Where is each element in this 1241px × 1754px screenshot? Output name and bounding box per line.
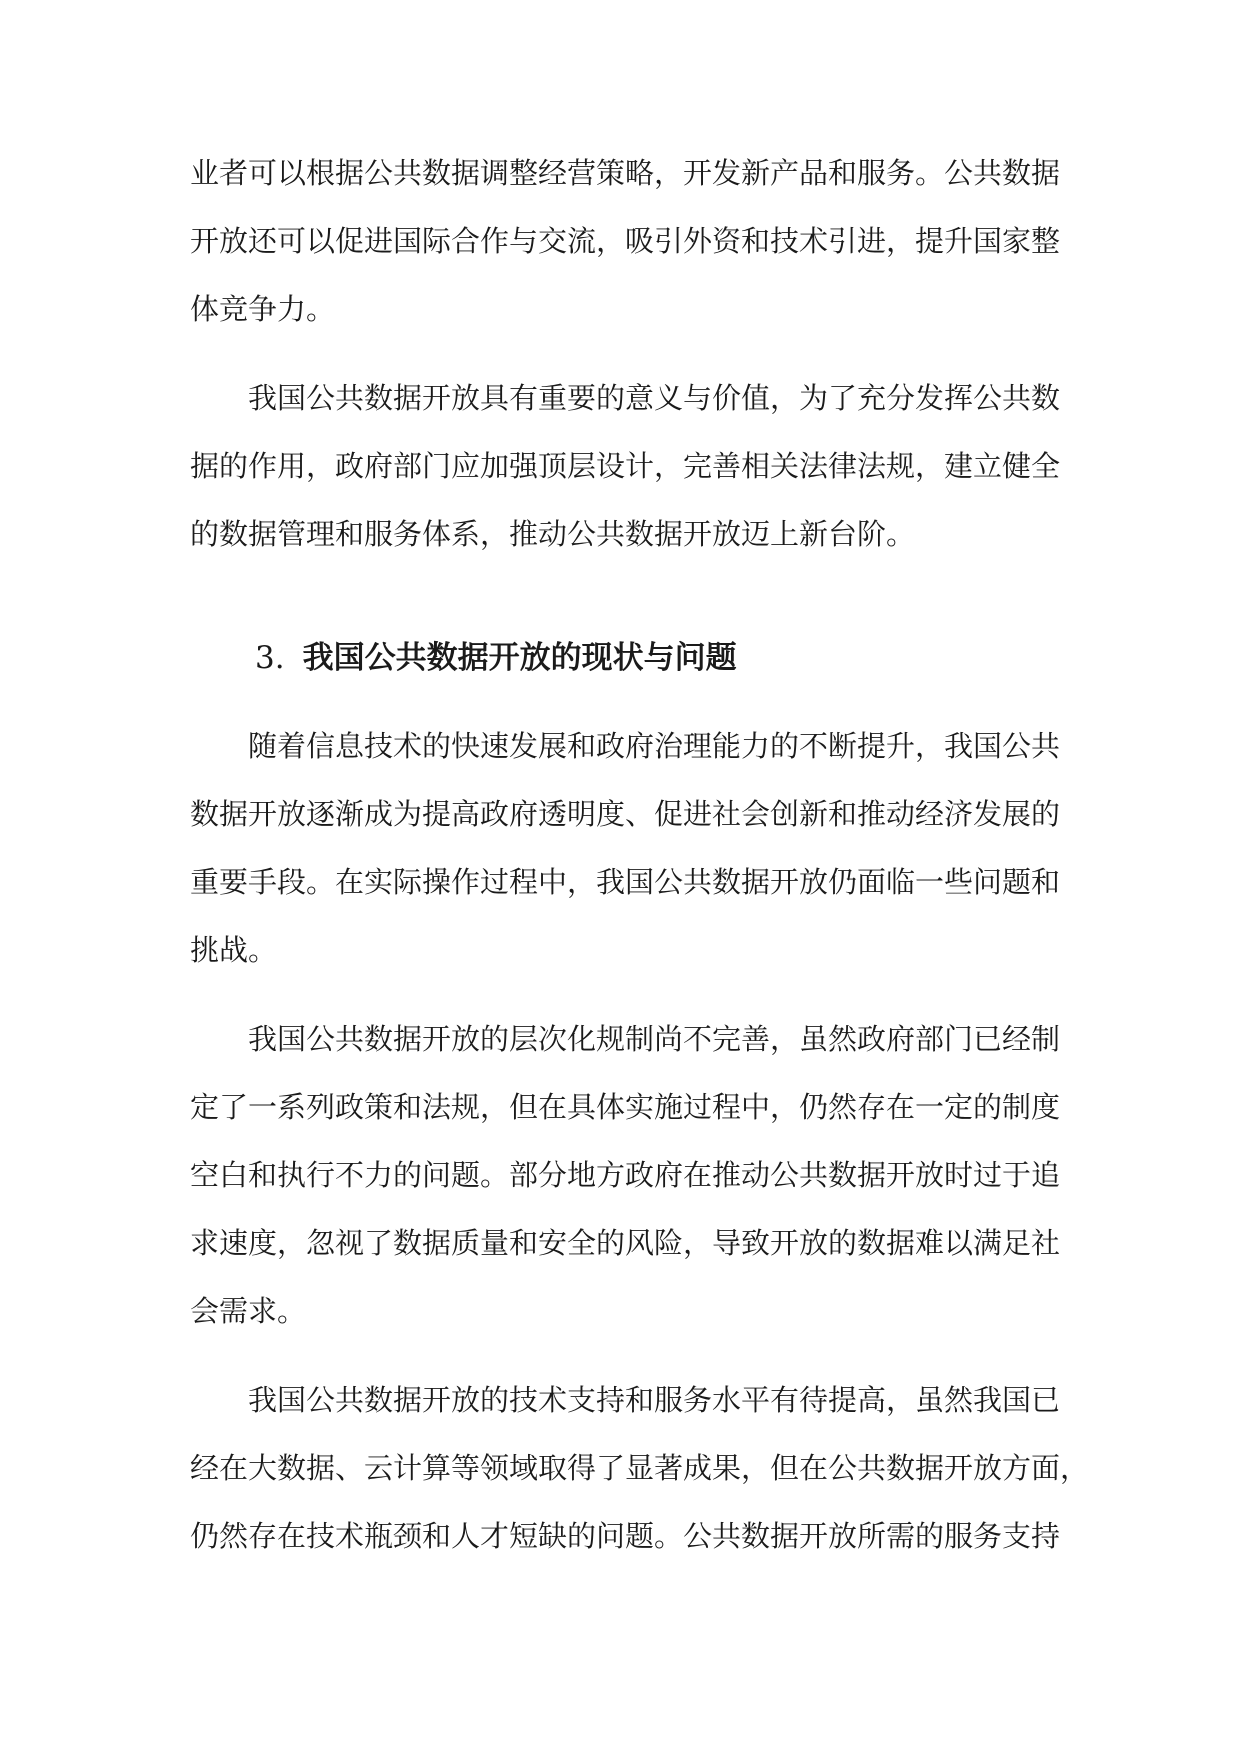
paragraph-line: 重要手段。在实际操作过程中，我国公共数据开放仍面临一些问题和 [190,865,1061,899]
paragraph-line: 我国公共数据开放具有重要的意义与价值，为了充分发挥公共数 [248,381,1061,415]
paragraph-line: 开放还可以促进国际合作与交流，吸引外资和技术引进，提升国家整 [190,224,1061,258]
paragraph-line: 据的作用，政府部门应加强顶层设计，完善相关法律法规，建立健全 [190,449,1061,483]
paragraph-line: 我国公共数据开放的技术支持和服务水平有待提高，虽然我国已 [248,1383,1061,1417]
paragraph-line: 数据开放逐渐成为提高政府透明度、促进社会创新和推动经济发展的 [190,797,1061,831]
paragraph-line: 空白和执行不力的问题。部分地方政府在推动公共数据开放时过于追 [190,1158,1061,1192]
paragraph-line: 经在大数据、云计算等领域取得了显著成果，但在公共数据开放方面， [190,1451,1090,1485]
paragraph-line: 会需求。 [190,1294,307,1328]
section-number: 3. [255,640,285,676]
paragraph-line: 我国公共数据开放的层次化规制尚不完善，虽然政府部门已经制 [248,1022,1061,1056]
paragraph-line: 求速度，忽视了数据质量和安全的风险，导致开放的数据难以满足社 [190,1226,1061,1260]
paragraph-line: 的数据管理和服务体系，推动公共数据开放迈上新台阶。 [190,517,916,551]
paragraph-line: 仍然存在技术瓶颈和人才短缺的问题。公共数据开放所需的服务支持 [190,1519,1061,1553]
paragraph-line: 体竞争力。 [190,292,336,326]
paragraph-line: 定了一系列政策和法规，但在具体实施过程中，仍然存在一定的制度 [190,1090,1061,1124]
section-heading [255,633,737,683]
section-title: 我国公共数据开放的现状与问题 [302,640,737,676]
paragraph-line: 随着信息技术的快速发展和政府治理能力的不断提升，我国公共 [248,729,1061,763]
paragraph-line: 业者可以根据公共数据调整经营策略，开发新产品和服务。公共数据 [190,156,1061,190]
paragraph-line: 挑战。 [190,933,278,967]
